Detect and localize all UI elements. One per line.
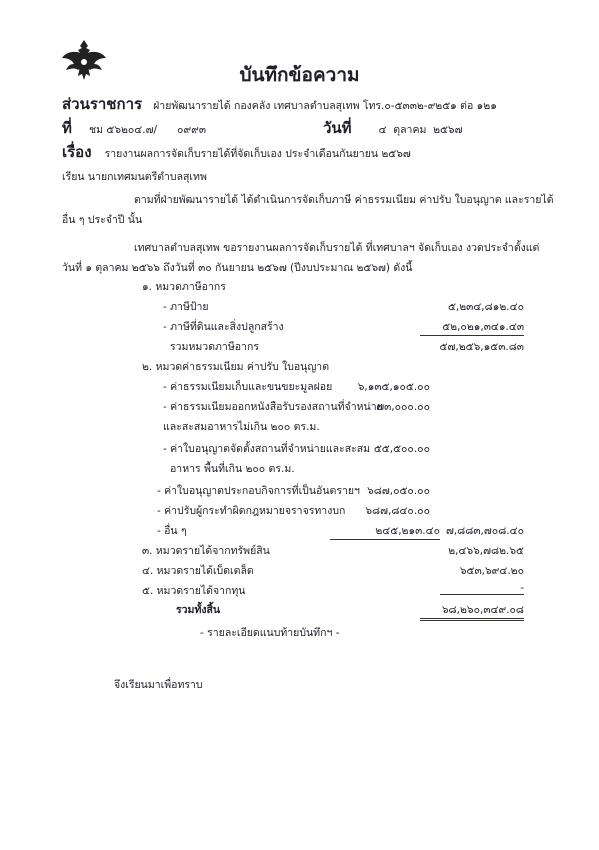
misc-value: ๖๕๓,๖๙๔.๒๐ <box>459 565 524 577</box>
tax-heading: ๑. หมวดภาษีอากร <box>142 281 226 293</box>
attachment-note: - รายละเอียดแนบท้ายบันทึกฯ - <box>200 627 340 639</box>
subject-label: เรื่อง <box>62 143 92 161</box>
grand-total-label: รวมทั้งสิ้น <box>176 604 221 616</box>
property-heading: ๓. หมวดรายได้จากทรัพย์สิน <box>142 545 270 557</box>
document-number-row <box>62 116 206 140</box>
waste-fee-label: - ค่าธรรมเนียมเก็บและขนขยะมูลฝอย <box>163 381 333 393</box>
certificate-fee-value: ๗๓,๐๐๐.๐๐ <box>376 401 430 413</box>
paragraph-2-line-1: เทศบาลตำบลสุเทพ ขอรายงานผลการจัดเก็บรายได้ ที่เทศบาลฯ จัดเก็บเอง งวดประจำตั้งแต่ <box>134 242 540 254</box>
land-tax-label: - ภาษีที่ดินและสิ่งปลูกสร้าง <box>163 321 284 333</box>
agency-row <box>62 92 497 116</box>
salutation: เรียน นายกเทศมนตรีตำบลสุเทพ <box>62 171 207 183</box>
waste-fee-value: ๖,๑๓๕,๑๐๕.๐๐ <box>357 381 430 393</box>
document-number-value: ชม ๕๖๒๐๔.๗/ ๐๙๙๓ <box>88 124 207 136</box>
food-license-label-line-2: อาหาร พื้นที่เกิน ๒๐๐ ตร.ม. <box>170 463 295 475</box>
food-license-value: ๕๕,๕๐๐.๐๐ <box>373 443 430 455</box>
subject-value: รายงานผลการจัดเก็บรายได้ที่จัดเก็บเอง ประจำเดือนกันยายน ๒๕๖๗ <box>104 148 411 160</box>
paragraph-1-line-1: ตามที่ฝ่ายพัฒนารายได้ ได้ดำเนินการจัดเก็บภาษี ค่าธรรมเนียม ค่าปรับ ใบอนุญาต และรายได้ <box>134 194 554 206</box>
date-value: ๔ ตุลาคม ๒๕๖๗ <box>378 124 463 136</box>
fees-heading: ๒. หมวดค่าธรรมเนียม ค่าปรับ ใบอนุญาต <box>142 361 330 373</box>
land-tax-value: ๕๒,๐๒๑,๓๔๑.๔๓ <box>420 318 524 336</box>
other-fees-label: - อื่น ๆ <box>157 525 187 537</box>
other-fees-value: ๒๔๕,๒๑๓.๔๐ <box>330 522 440 540</box>
hazard-license-label: - ค่าใบอนุญาตประกอบกิจการที่เป็นอันตรายฯ <box>157 485 360 497</box>
capital-value: - <box>440 582 524 595</box>
tax-total-label: รวมหมวดภาษีอากร <box>170 341 259 353</box>
page-title: บันทึกข้อความ <box>239 64 360 86</box>
tax-total-value: ๕๗,๒๕๖,๑๕๓.๘๓ <box>439 341 524 353</box>
sign-tax-value: ๕,๒๓๔,๘๑๒.๔๐ <box>447 301 524 313</box>
fees-total-value: ๗,๘๘๓,๗๐๘.๔๐ <box>445 525 524 537</box>
subject-row <box>62 140 411 164</box>
traffic-fine-label: - ค่าปรับผู้กระทำผิดกฎหมายจราจรทางบก <box>157 505 346 517</box>
grand-total-value: ๖๘,๒๖๐,๓๔๙.๐๘ <box>420 601 524 621</box>
capital-heading: ๕. หมวดรายได้จากทุน <box>142 585 246 597</box>
date-row <box>323 116 463 140</box>
agency-label: ส่วนราชการ <box>62 95 143 113</box>
paragraph-1-line-2: อื่น ๆ ประจำปี นั้น <box>62 214 143 226</box>
misc-heading: ๔. หมวดรายได้เบ็ดเตล็ด <box>142 565 254 577</box>
certificate-fee-label-line-2: และสะสมอาหารไม่เกิน ๒๐๐ ตร.ม. <box>163 421 320 433</box>
agency-value: ฝ่ายพัฒนารายได้ กองคลัง เทศบาลตำบลสุเทพ โทร.๐-๕๓๓๒-๙๒๕๑ ต่อ ๑๒๑ <box>153 100 497 112</box>
property-value: ๒,๔๖๖,๗๘๒.๖๕ <box>448 545 524 557</box>
closing-text: จึงเรียนมาเพื่อทราบ <box>114 679 203 691</box>
traffic-fine-value: ๖๘๗,๘๔๐.๐๐ <box>365 505 430 517</box>
food-license-label-line-1: - ค่าใบอนุญาตจัดตั้งสถานที่จำหน่ายและสะสม <box>163 443 371 455</box>
certificate-fee-label-line-1: - ค่าธรรมเนียมออกหนังสือรับรองสถานที่จำหน่าย <box>163 401 383 413</box>
paragraph-2-line-2: วันที่ ๑ ตุลาคม ๒๕๖๖ ถึงวันที่ ๓๐ กันยายน ๒๕๖๗ (ปีงบประมาณ ๒๕๖๗) ดังนี้ <box>62 262 413 274</box>
date-label: วันที่ <box>323 119 352 137</box>
hazard-license-value: ๖๘๗,๐๕๐.๐๐ <box>367 485 430 497</box>
sign-tax-label: - ภาษีป้าย <box>163 301 209 313</box>
document-number-label: ที่ <box>62 119 72 137</box>
